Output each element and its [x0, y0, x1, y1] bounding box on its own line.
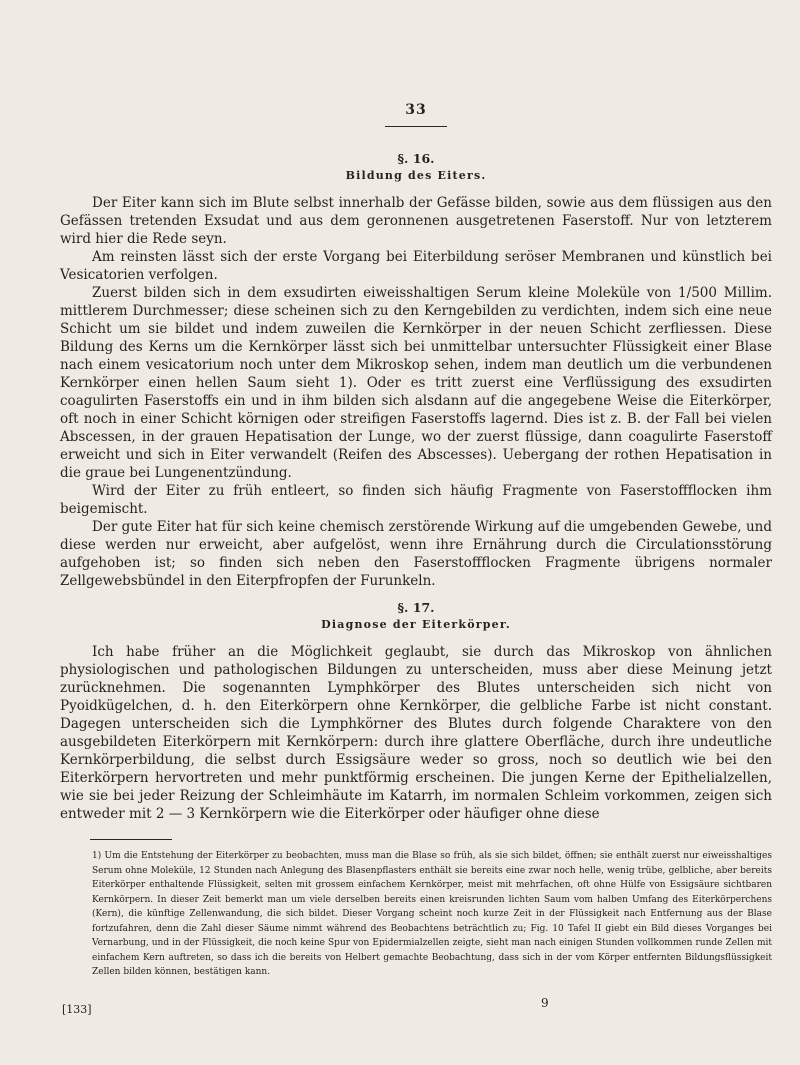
- footnote: 1) Um die Entstehung der Eiterkörper zu beobachten, muss man die Blase so früh, als sie sich bildet, öffnen; sie enthält zuerst nur eiweisshaltiges Serum ohne Moleküle, 12 Stunden nach Anlegung des Blasenpflasters enthält sie bereits eine zwar noch helle, wenig trübe, gelbliche, aber bereits Eiterkörper enthaltende Flüssigkeit, selten mit grossem einfachem Kernkörper, meist mit mehrfachen, oft ohne Hülfe von Essigsäure sichtbaren Kernkörpern. In dieser Zeit bemerkt man um viele derselben bereits einen kreisrunden lichten Saum vom halben Umfang des Eiterkörperchens (Kern), die künftige Zellenwandung, die sich bildet. Dieser Vorgang scheint noch kurze Zeit in der Flüssigkeit nach Entfernung aus der Blase fortzufahren, denn die Zahl dieser Säume nimmt während des Beobachtens beträchtlich zu; Fig. 10 Tafel II giebt ein Bild dieses Vorganges bei Vernarbung, und in der Flüssigkeit, die noch keine Spur von Epidermialzellen zeigte, sieht man nach einigen Stunden vollkommen runde Zellen mit einfachem Kern auftreten, so dass ich die bereits von Helbert gemachte Beobachtung, dass sich in der vom Körper entfernten Bildungsflüssigkeit Zellen bilden können, bestätigen kann.: [92, 851, 772, 977]
- page-number: 33: [405, 102, 427, 118]
- section-gap: [60, 590, 772, 600]
- paragraph: Ich habe früher an die Möglichkeit geglaubt, sie durch das Mikroskop von ähnlichen physiologischen und pathologischen Bildungen zu unterscheiden, muss aber diese Meinung jetzt zurücknehmen. Die sogenannten Lymphkörper des Blutes unterscheiden sich nicht von Pyoidkügelchen, d. h. den Eiterkörpern ohne Kernkörper, die gelbliche Farbe ist nicht constant. Dagegen unterscheiden sich die Lymphkörner des Blutes durch folgende Charaktere von den ausgebildeten Eiterkörpern mit Kernkörpern: durch ihre glattere Oberfläche, durch ihre undeutliche Kernkörperbildung, die selbst durch Essigsäure weder so gross, noch so deutlich wie bei den Eiterkörpern hervortreten und mehr punktförmig erscheinen. Die jungen Kerne der Epithelialzellen, wie sie bei jeder Reizung der Schleimhäute im Katarrh, im normalen Schleim vorkommen, zeigen sich entweder mit 2 — 3 Kernkörpern wie die Eiterkörper oder häufiger ohne diese: [60, 644, 772, 822]
- sheet-number: 9: [541, 996, 549, 1010]
- section-16-heading: Bildung des Eiters.: [345, 169, 487, 182]
- header-rule: [385, 126, 447, 127]
- section-16-number: §. 16.: [397, 151, 435, 166]
- signature-mark: [133]: [62, 1003, 92, 1016]
- paragraph: Am reinsten lässt sich der erste Vorgang bei Eiterbildung seröser Membranen und künstlich bei Vesicatorien verfolgen.: [60, 249, 772, 283]
- paragraph: Zuerst bilden sich in dem exsudirten eiweisshaltigen Serum kleine Moleküle von 1/500 Millim. mittlerem Durchmesser; diese scheinen sich zu den Kerngebilden zu verdichten, indem sich eine neue Schicht um sie bildet und indem zuweilen die Kernkörper in der neuen Schicht zerfliessen. Diese Bildung des Kerns um die Kernkörper lässt sich bei unmittelbar untersuchter Flüssigkeit einer Blase nach einem vesicatorium noch unter dem Mikroskop sehen, indem man deutlich um die verbundenen Kernkörper einen hellen Saum sieht 1). Oder es tritt zuerst eine Verflüssigung des exsudirten coagulirten Faserstoffs ein und in ihm bilden sich alsdann auf die angegebene Weise die Eiterkörper, oft noch in einer Schicht körnigen oder streifigen Faserstoffs lagernd. Dies ist z. B. der Fall bei vielen Abscessen, in der grauen Hepatisation der Lunge, wo der zuerst flüssige, dann coagulirte Faserstoff erweicht und sich in Eiter verwandelt (Reifen des Abscesses). Uebergang der rothen Hepatisation in die graue bei Lungenentzündung.: [60, 285, 772, 481]
- section-17-number: §. 17.: [397, 600, 435, 615]
- paragraph: Der gute Eiter hat für sich keine chemisch zerstörende Wirkung auf die umgebenden Gewebe, und diese werden nur erweicht, aber aufgelöst, wenn ihre Ernährung durch die Circulationsstörung aufgehoben ist; so finden sich neben den Faserstoffflocken Fragmente übrigens normaler Zellgewebsbündel in den Eiterpfropfen der Furunkeln.: [60, 519, 772, 589]
- paragraph: Wird der Eiter zu früh entleert, so finden sich häufig Fragmente von Faserstoffflocken ihm beigemischt.: [60, 483, 772, 517]
- paragraph: Der Eiter kann sich im Blute selbst innerhalb der Gefässe bilden, sowie aus dem flüssigen aus den Gefässen tretenden Exsudat und aus dem geronnenen ausgetretenen Faserstoff. Nur von letzterem wird hier die Rede seyn.: [60, 195, 772, 247]
- section-17-heading: Diagnose der Eiterkörper.: [321, 618, 511, 631]
- footnote-rule: [90, 839, 172, 840]
